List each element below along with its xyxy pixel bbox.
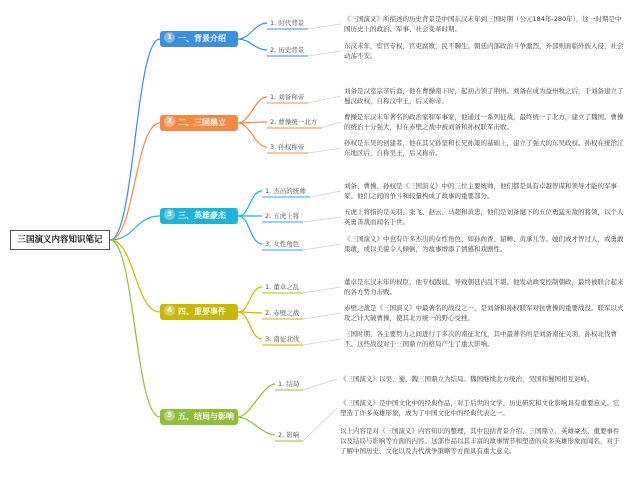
subtopic-summary: 以上内容是对《三国演义》内容知识的整理，其中包括背景介绍、三国鼎立、英雄豪杰、重要事件以及结局与影响等方面的内容。这部作品以其丰富的故事情节和塑造的众多英雄形象而闻名，对于了解中国历史、文化以及古代战争策略等方面具有重大意义。 xyxy=(340,427,620,455)
branch-number-badge: 3 xyxy=(164,209,175,220)
branch-key-events[interactable] xyxy=(160,304,238,320)
subtopic-impact[interactable]: 2. 影响 xyxy=(278,431,300,439)
subtopic-commanders[interactable]: 1. 杰出的统帅 xyxy=(265,187,306,195)
subtopic-history-background[interactable]: 2. 历史背景 xyxy=(270,46,305,54)
subtopic-sun-quan[interactable]: 3. 孙权称帝 xyxy=(270,143,305,151)
branch-label: 五、结局与影响 xyxy=(178,412,234,421)
branch-number-badge: 4 xyxy=(164,305,175,316)
subtopic-description: 刘备、曹操、孙权是《三国演义》中的三位主要统帅，他们都是具有卓越智谋和领导才能的军事家。他们之间的争斗和较量构成了故事的重要部分。 xyxy=(344,182,617,200)
subtopic-connector xyxy=(238,23,267,39)
branch-label: 三、英雄豪杰 xyxy=(178,211,226,220)
branch-number-badge: 1 xyxy=(164,32,175,43)
subtopic-description: 刘备是汉室宗亲后裔，他在曹操南下时，起初占领了荆州。刘备在成为益州牧之后，于刘备建立了蜀汉政权，自称汉中王，后又称帝。 xyxy=(344,87,624,105)
branch-label: 二、三国鼎立 xyxy=(178,118,226,127)
subtopic-five-tiger-generals[interactable]: 2. 五虎上将 xyxy=(265,212,300,220)
subtopic-connector xyxy=(238,287,262,312)
description-connector xyxy=(310,191,341,197)
description-connector xyxy=(303,244,341,250)
description-connector xyxy=(303,287,341,293)
subtopic-connector xyxy=(238,312,262,339)
branch-label: 四、重要事件 xyxy=(178,307,226,316)
subtopic-description: 东汉末年，宦官专权，官吏腐败，民不聊生。朝廷内部政治斗争激烈，外部则面临外族入侵，社会动荡不安。 xyxy=(344,42,624,60)
branch-ending-and-impact[interactable] xyxy=(160,409,238,425)
subtopic-connector xyxy=(238,123,267,147)
subtopic-description: 赤壁之战是《三国演义》中最著名的战役之一，是刘备和孙权联军对抗曹操的重要战役。联军以火攻之计大破曹操，使其北方统一的野心受挫。 xyxy=(344,304,624,322)
description-connector xyxy=(308,51,341,56)
description-connector xyxy=(308,24,341,29)
subtopic-cao-cao[interactable]: 2. 曹操统一北方 xyxy=(270,118,318,126)
subtopic-connector xyxy=(238,191,262,216)
subtopic-era-background[interactable]: 1. 时代背景 xyxy=(270,19,305,27)
subtopic-description: 孙权是东吴的创建者，他在其父孙坚和长兄孙策的基础上，建立了强大的东吴政权。孙权在统治江东地区后，自称吴王，后又称帝。 xyxy=(344,139,624,157)
subtopic-description: 《三国演义》是中国文化中的经典作品，对于后世的文学、历史研究和文化影响具有重要意义。它塑造了许多英雄形象，成为了中国文化中的经典代表之一。 xyxy=(340,399,620,417)
description-connector xyxy=(321,122,341,128)
subtopic-connector xyxy=(238,417,275,435)
branch-three-kingdoms[interactable] xyxy=(160,115,238,131)
subtopic-liu-bei[interactable]: 1. 刘备称帝 xyxy=(270,93,305,101)
branch-number-badge: 2 xyxy=(164,116,175,127)
branch-heroes[interactable] xyxy=(160,208,238,224)
branch-background[interactable] xyxy=(160,31,238,47)
description-connector xyxy=(308,148,341,153)
subtopic-description: 五虎上将指的是关羽、张飞、赵云、马超和黄忠，他们是刘备麾下的五位勇猛无敌的将领，以个人英勇善战而闻名于世。 xyxy=(344,208,624,226)
description-connector xyxy=(303,379,337,390)
subtopic-connector xyxy=(238,97,267,123)
subtopic-description: 三国时期，各主要势力之间进行了多次的南征北伐，其中最著名的是刘备南征关羽，孙权北伐曹丕。这些战役对于三国鼎立的格局产生了重大影响。 xyxy=(344,330,617,348)
description-connector xyxy=(303,313,341,319)
subtopic-connector xyxy=(238,216,262,244)
subtopic-connector xyxy=(238,39,267,50)
description-connector xyxy=(303,217,341,222)
branch-number-badge: 5 xyxy=(164,410,175,421)
subtopic-description: 《三国演义》所描述的历史背景是中国东汉末年到三国时期（公元184年-280年），这一时期是中国历史上的政治、军事、社会变革时期。 xyxy=(344,15,622,33)
subtopic-female-characters[interactable]: 3. 女性角色 xyxy=(265,240,300,248)
subtopic-description: 董卓是东汉末年的权臣，他专权跋扈，导致朝廷内乱不堪。他发动政变控制朝政，最终被联合起来的各方势力击败。 xyxy=(344,278,624,296)
subtopic-description: 《三国演义》以吴、蜀、魏三国鼎立为结局。魏国继续北方统治，吴国和蜀国相互对峙。 xyxy=(340,375,594,383)
description-connector xyxy=(303,339,341,345)
description-connector xyxy=(303,408,337,441)
subtopic-battle-of-red-cliffs[interactable]: 2. 赤壁之战 xyxy=(265,309,300,317)
branch-connector xyxy=(110,240,160,312)
subtopic-description: 《三国演义》中也有许多杰出的女性角色，如孙尚香、貂蝉、黄承儿等。她们或才智过人，或勇敢果敢，或以美貌令人倾倒，为故事增添了情感和戏剧性。 xyxy=(344,235,624,253)
branch-connector xyxy=(110,39,160,240)
subtopic-campaigns[interactable]: 3. 南征北伐 xyxy=(265,335,300,343)
subtopic-description: 曹操是东汉末年著名的政治家和军事家，他通过一系列征战，最终统一了北方，建立了魏国。曹操的统治十分强大，但在赤壁之战中被刘备和孙权联军击败。 xyxy=(344,113,624,131)
subtopic-ending[interactable]: 1. 结局 xyxy=(278,380,300,388)
root-topic[interactable] xyxy=(10,230,110,250)
description-connector xyxy=(308,96,341,103)
root-title: 三国演义内容知识笔记 xyxy=(17,235,103,245)
subtopic-connector xyxy=(238,384,275,417)
branch-connector xyxy=(110,240,160,417)
subtopic-dong-zhuo-rebellion[interactable]: 1. 董卓之乱 xyxy=(265,283,300,291)
branch-label: 一、背景介绍 xyxy=(178,34,226,43)
